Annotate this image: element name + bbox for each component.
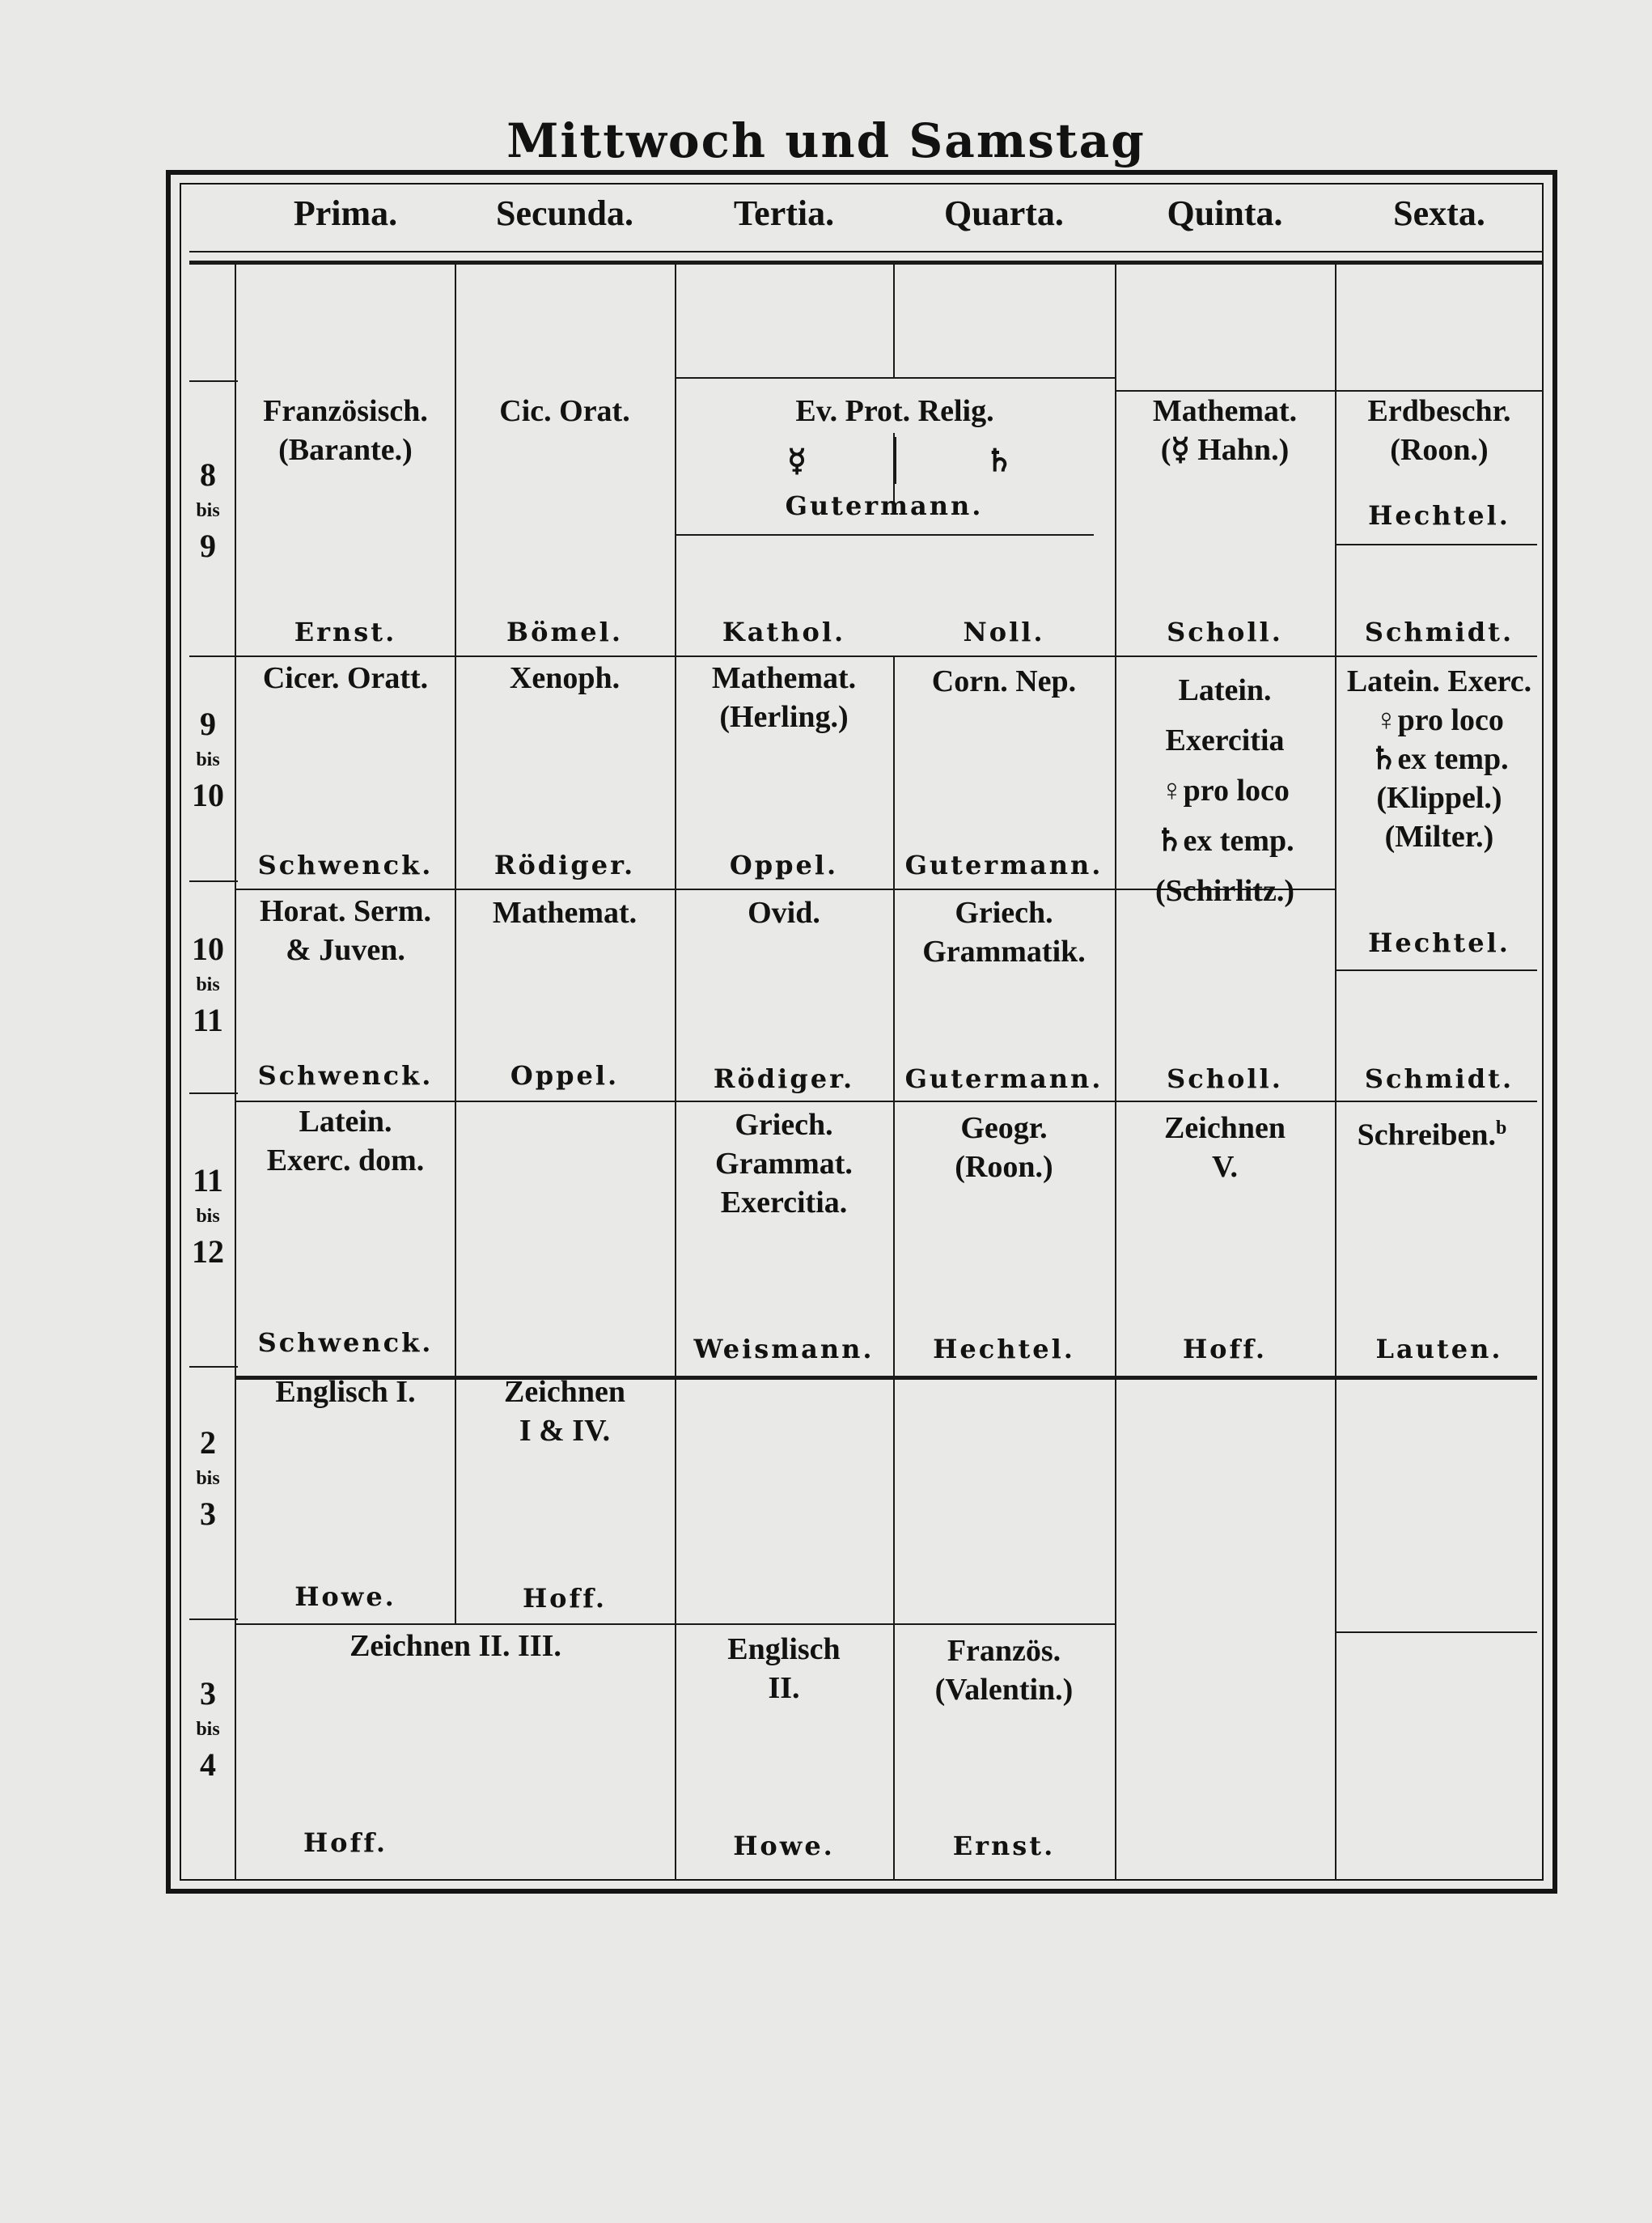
header-rule-top [189, 251, 1544, 252]
time-slot-3: 10 bis 11 [192, 931, 224, 1038]
slot2-prima-subject: Cicer. Oratt. [262, 661, 429, 695]
slot2-quarta-teacher: Gutermann. [904, 850, 1103, 880]
slot5-secunda-subject: Zeichnen I & IV. [504, 1375, 625, 1448]
slot2-sexta-subject: Latein. Exerc. ♀pro loco ♄ex temp. (Klippel.) (Milter.) [1346, 664, 1532, 854]
row-line-5-time [189, 1366, 238, 1368]
row-line-2 [235, 655, 1537, 657]
header-rule-bottom [189, 261, 1544, 265]
slot4-quarta-teacher: Hechtel. [933, 1334, 1075, 1364]
slot4-sexta-subject-text: Schreiben. [1357, 1118, 1496, 1152]
slot4-prima-teacher: Schwenck. [257, 1327, 434, 1358]
slot6-prima-secunda-subject: Zeichnen II. III. [349, 1629, 561, 1663]
slot6-quarta-subject: Französ. (Valentin.) [934, 1634, 1074, 1707]
col-head-sexta: Sexta. [1393, 193, 1485, 233]
slot6-quarta-teacher: Ernst. [952, 1831, 1056, 1861]
row-line-3-time [189, 880, 238, 882]
slot1-quinta-teacher: Scholl. [1167, 617, 1283, 647]
slot2-quarta-subject: Corn. Nep. [931, 664, 1077, 698]
slot2-secunda-subject: Xenoph. [509, 661, 621, 695]
time-slot-5: 2 bis 3 [196, 1424, 220, 1532]
slot3-secunda-teacher: Oppel. [510, 1060, 620, 1091]
slot5-prima-subject: Englisch I. [275, 1375, 416, 1409]
row-line-4-time [189, 1092, 238, 1094]
col-head-tertia: Tertia. [733, 193, 835, 233]
slot1-sexta-teacher-2: Schmidt. [1364, 617, 1514, 647]
slot2-tertia-teacher: Oppel. [729, 850, 839, 880]
slot1-secunda-subject: Cic. Orat. [499, 394, 630, 428]
col-line-tertia-a [893, 264, 895, 377]
slot5-secunda-teacher: Hoff. [522, 1583, 608, 1614]
col-head-quarta: Quarta. [944, 193, 1064, 233]
slot4-quinta-subject: Zeichnen V. [1164, 1111, 1286, 1184]
slot4-prima-subject: Latein. Exerc. dom. [266, 1105, 425, 1177]
slot4-tertia-teacher: Weismann. [693, 1334, 875, 1364]
slot4-quinta-teacher: Hoff. [1182, 1334, 1268, 1364]
slot2-quinta-subject: Latein. Exercitia ♀pro loco ♄ex temp. (Schirlitz.) [1154, 673, 1294, 908]
slot1-prima-teacher: Ernst. [294, 617, 397, 647]
slot6-prima-secunda-teacher: Hoff. [303, 1827, 388, 1858]
slot1-symbol-divider [895, 437, 896, 484]
slot6-tertia-subject: Englisch II. [727, 1632, 841, 1705]
slot4-sexta-teacher: Lauten. [1375, 1334, 1503, 1364]
slot1-tertia-quarta-subject: Ev. Prot. Relig. [795, 394, 994, 428]
slot3-sexta-teacher-2: Schmidt. [1364, 1063, 1514, 1094]
slot3-quarta-subject: Griech. Grammatik. [922, 896, 1086, 969]
slot1-prima-subject: Französisch. (Barante.) [263, 394, 428, 467]
time-slot-6: 3 bis 4 [196, 1675, 220, 1783]
col-head-secunda: Secunda. [496, 193, 633, 233]
row-line-1-tq [675, 377, 1115, 379]
slot3-sexta-teacher-1: Hechtel. [1368, 927, 1510, 958]
slot1-secunda-teacher: Bömel. [506, 617, 623, 647]
slot1-saturn-symbol: ♄ [985, 444, 1014, 478]
slot2-prima-teacher: Schwenck. [257, 850, 434, 880]
slot3-tertia-teacher: Rödiger. [713, 1063, 855, 1094]
slot1-quinta-subject: Mathemat. (☿ Hahn.) [1152, 394, 1298, 467]
row-line-3-sexta [1335, 969, 1537, 971]
slot1-quarta-teacher: Noll. [963, 617, 1045, 647]
slot4-sexta-footnote: b [1496, 1118, 1507, 1139]
row-line-6-sexta [1335, 1631, 1537, 1633]
slot3-prima-subject: Horat. Serm. & Juven. [259, 894, 432, 967]
slot3-tertia-subject: Ovid. [748, 896, 820, 930]
slot4-sexta-subject [1335, 1109, 1529, 1155]
slot4-quarta-subject: Geogr. (Roon.) [955, 1111, 1053, 1184]
page-title: Mittwoch und Samstag [506, 113, 1146, 168]
row-line-6 [235, 1623, 1115, 1625]
slot1-sexta-subject: Erdbeschr. (Roon.) [1367, 394, 1511, 467]
slot1-tertia-teacher: Kathol. [722, 617, 846, 647]
slot1-sexta-teacher-1: Hechtel. [1368, 500, 1510, 531]
time-slot-2: 9 bis 10 [192, 706, 224, 813]
col-head-prima: Prima. [293, 193, 398, 233]
row-line-2-time [189, 655, 238, 657]
slot3-secunda-subject: Mathemat. [492, 896, 638, 930]
slot3-quinta-teacher: Scholl. [1167, 1063, 1283, 1094]
slot4-tertia-subject: Griech. Grammat. Exercitia. [715, 1108, 853, 1220]
row-line-6-time [189, 1618, 238, 1620]
row-line-1-teacher [675, 534, 1094, 536]
row-line-1-time [189, 380, 238, 382]
slot1-mercury-symbol: ☿ [787, 444, 807, 478]
slot1-tq-teacher: Gutermann. [785, 490, 984, 521]
slot3-prima-teacher: Schwenck. [257, 1060, 434, 1091]
slot5-prima-teacher: Howe. [294, 1581, 396, 1612]
slot3-quarta-teacher: Gutermann. [904, 1063, 1103, 1094]
time-slot-1: 8 bis 9 [196, 456, 220, 564]
time-slot-4: 11 bis 12 [192, 1162, 224, 1270]
slot6-tertia-teacher: Howe. [733, 1831, 835, 1861]
slot2-tertia-subject: Mathemat. (Herling.) [711, 661, 857, 734]
row-line-1-sexta [1335, 544, 1537, 545]
slot2-secunda-teacher: Rödiger. [493, 850, 636, 880]
col-head-quinta: Quinta. [1167, 193, 1283, 233]
